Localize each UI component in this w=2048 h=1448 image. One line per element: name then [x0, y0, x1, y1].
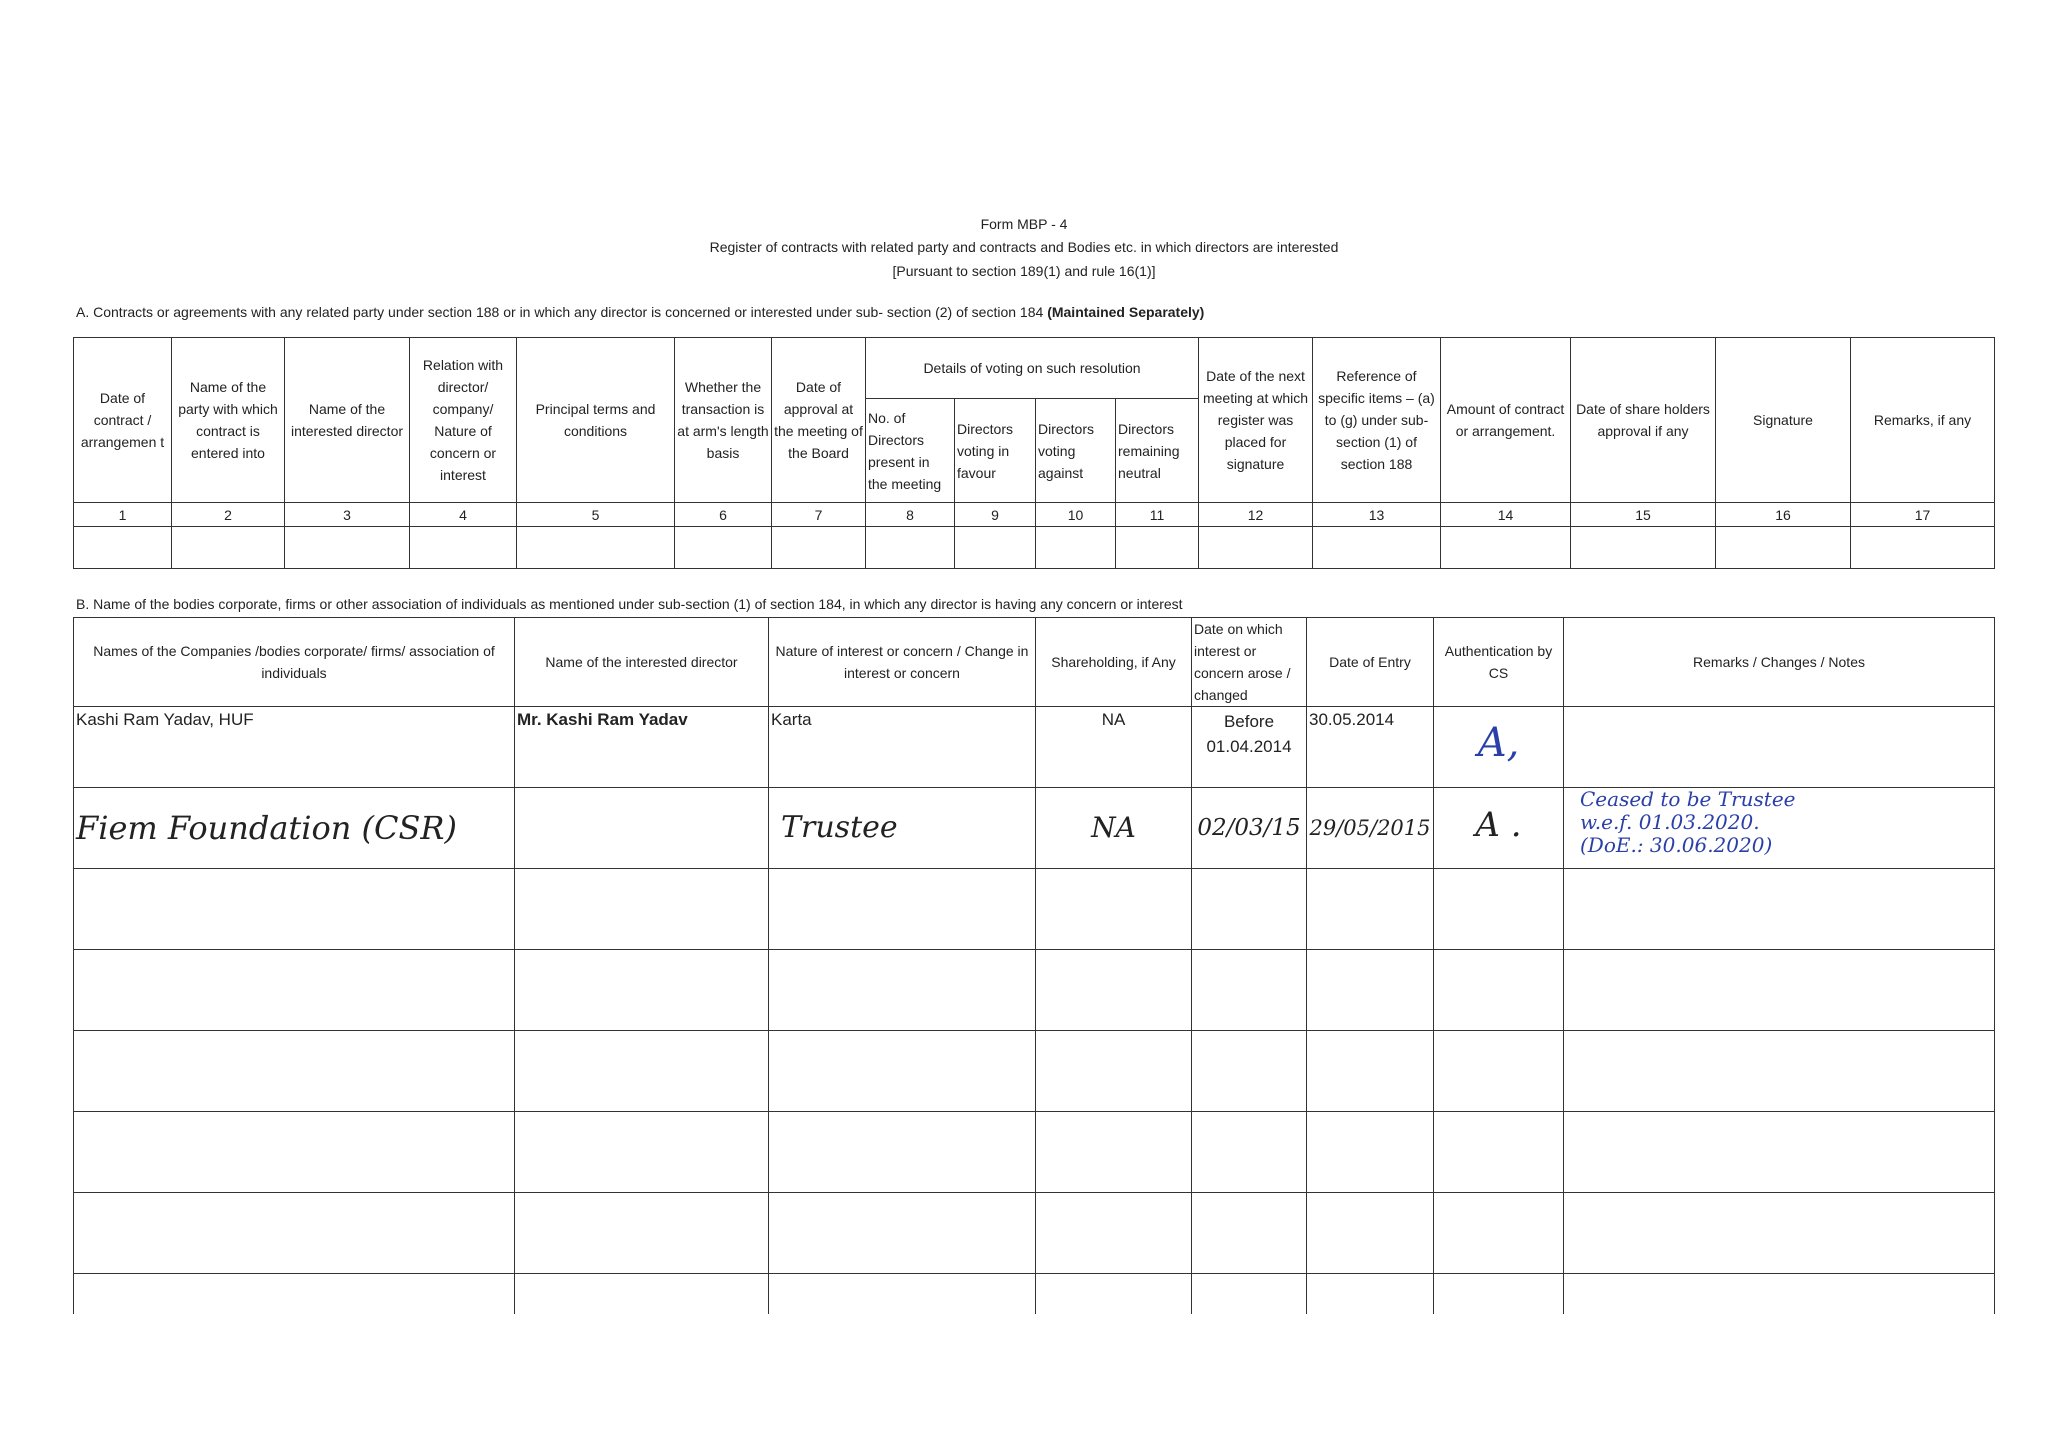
remarks-cell — [1564, 788, 1995, 869]
shareholding-value: NA — [1036, 788, 1192, 869]
table-row — [74, 1031, 1995, 1112]
col-amount: Amount of contract or arrangement. — [1441, 338, 1571, 503]
table-row — [74, 1193, 1995, 1274]
cs-authentication — [1434, 707, 1564, 788]
company-name: Fiem Foundation (CSR) — [74, 788, 515, 869]
pursuant-note: [Pursuant to section 189(1) and rule 16(1)] — [892, 263, 1156, 279]
col-directors-against: Directors voting against — [1036, 399, 1116, 503]
col-directors-favour: Directors voting in favour — [955, 399, 1036, 503]
col-directors-neutral: Directors remaining neutral — [1116, 399, 1199, 503]
date-of-entry: 30.05.2014 — [1307, 707, 1434, 788]
company-name: Kashi Ram Yadav, HUF — [74, 707, 515, 788]
table-row — [74, 527, 1995, 569]
shareholding-value: NA — [1036, 707, 1192, 788]
remark-line-1: Ceased to be Trustee — [1580, 787, 1796, 811]
nature-of-interest: Trustee — [769, 788, 1036, 869]
section-a-title-text: A. Contracts or agreements with any related party under section 188 or in which any director is concerned or interested under sub- section (2) of section 184 — [76, 304, 1044, 320]
col-date-arose: Date on which interest or concern arose / changed — [1192, 618, 1307, 707]
col-shareholders-approval: Date of share holders approval if any — [1571, 338, 1716, 503]
table-row — [74, 1112, 1995, 1193]
remark-line-3: (DoE.: 30.06.2020) — [1580, 833, 1773, 857]
section-a-title — [76, 304, 1204, 320]
col-authentication: Authentication by CS — [1434, 618, 1564, 707]
col-interested-director: Name of the interested director — [515, 618, 769, 707]
col-signature: Signature — [1716, 338, 1851, 503]
table-row — [74, 788, 1995, 869]
col-number: 11 — [1116, 503, 1199, 527]
col-number: 2 — [172, 503, 285, 527]
col-relation: Relation with director/ company/ Nature of concern or interest — [410, 338, 517, 503]
col-date-approval: Date of approval at the meeting of the Board — [772, 338, 866, 503]
table-row — [74, 869, 1995, 950]
section-b-title: B. Name of the bodies corporate, firms or other association of individuals as mentioned under sub-section (1) of section 184, in which any director is having any concern or interest — [76, 596, 1183, 612]
cs-authentication — [1434, 788, 1564, 869]
col-remarks: Remarks, if any — [1851, 338, 1995, 503]
nature-of-interest: Karta — [769, 707, 1036, 788]
col-number: 8 — [866, 503, 955, 527]
col-interested-director: Name of the interested director — [285, 338, 410, 503]
col-date-contract: Date of contract / arrangemen t — [74, 338, 172, 503]
date-arose-line-1: Before — [1223, 712, 1275, 731]
director-name — [515, 788, 769, 869]
col-number: 3 — [285, 503, 410, 527]
date-arose: 02/03/15 — [1192, 788, 1307, 869]
date-arose-line-2: 01.04.2014 — [1206, 737, 1292, 756]
col-voting-group: Details of voting on such resolution — [866, 338, 1199, 399]
col-number: 1 — [74, 503, 172, 527]
table-row — [74, 707, 1995, 788]
col-number: 13 — [1313, 503, 1441, 527]
form-number: Form MBP - 4 — [980, 216, 1068, 232]
col-number: 4 — [410, 503, 517, 527]
section-b-table — [73, 617, 1995, 1314]
col-number: 14 — [1441, 503, 1571, 527]
cs-initials-signature: A . — [1475, 805, 1522, 845]
col-directors-present: No. of Directors present in the meeting — [866, 399, 955, 503]
date-of-entry: 29/05/2015 — [1307, 788, 1434, 869]
remark-line-2: w.e.f. 01.03.2020. — [1580, 810, 1760, 834]
col-number: 16 — [1716, 503, 1851, 527]
col-number: 9 — [955, 503, 1036, 527]
col-arms-length: Whether the transaction is at arm's length basis — [675, 338, 772, 503]
col-shareholding: Shareholding, if Any — [1036, 618, 1192, 707]
col-company-names: Names of the Companies /bodies corporate/ firms/ association of individuals — [74, 618, 515, 707]
col-nature-interest: Nature of interest or concern / Change in interest or concern — [769, 618, 1036, 707]
col-next-meeting: Date of the next meeting at which register was placed for signature — [1199, 338, 1313, 503]
col-date-entry: Date of Entry — [1307, 618, 1434, 707]
date-arose — [1192, 707, 1307, 788]
col-number: 12 — [1199, 503, 1313, 527]
remarks-cell — [1564, 707, 1995, 788]
section-a-table — [73, 337, 1995, 569]
col-remarks: Remarks / Changes / Notes — [1564, 618, 1995, 707]
table-row — [74, 1274, 1995, 1314]
table-row — [74, 950, 1995, 1031]
section-a-title-bold: (Maintained Separately) — [1047, 304, 1205, 320]
col-number: 15 — [1571, 503, 1716, 527]
col-number: 17 — [1851, 503, 1995, 527]
col-number: 10 — [1036, 503, 1116, 527]
col-party-name: Name of the party with which contract is entered into — [172, 338, 285, 503]
col-number: 7 — [772, 503, 866, 527]
register-title: Register of contracts with related party and contracts and Bodies etc. in which directors are interested — [709, 239, 1339, 255]
director-name: Mr. Kashi Ram Yadav — [515, 707, 769, 788]
cs-initials-signature: A, — [1477, 720, 1520, 766]
col-number: 6 — [675, 503, 772, 527]
col-number: 5 — [517, 503, 675, 527]
col-reference: Reference of specific items – (a) to (g) under sub-section (1) of section 188 — [1313, 338, 1441, 503]
col-principal-terms: Principal terms and conditions — [517, 338, 675, 503]
